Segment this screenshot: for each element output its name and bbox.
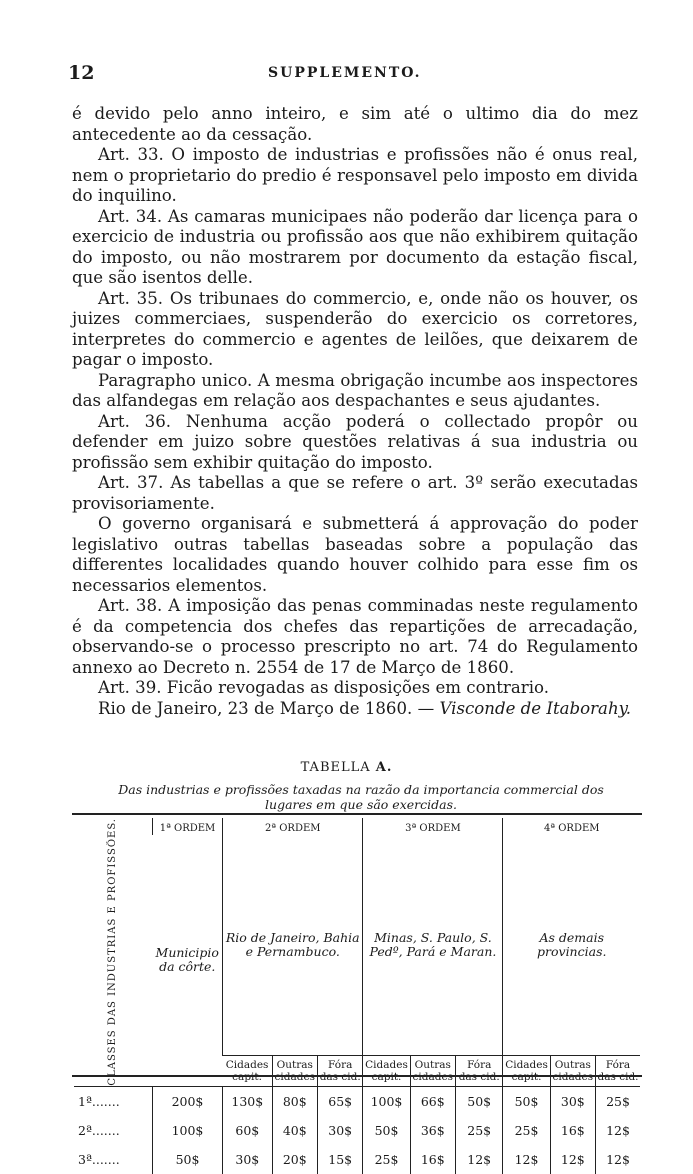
page-header: [68, 62, 645, 84]
value-cell: 12$: [455, 1145, 502, 1174]
value-cell: 25$: [503, 1116, 550, 1145]
location-order-1: Municipio da côrte.: [155, 945, 219, 975]
subhead: Fóra das cid.: [318, 1055, 363, 1086]
article-text: [72, 104, 638, 719]
paragraph-art-38: Art. 38. A imposição das penas comminadas neste regulamento é da competencia dos chefes das repartições de arrecadação, observando-se o processo prescripto no art. 74 do Regulamento annexo ao Decreto n. 2554 de 17 de Março de 1860.: [72, 596, 638, 677]
subhead: Outras cidades: [410, 1055, 455, 1086]
tax-table: [74, 818, 640, 1174]
value-cell: 40$: [272, 1116, 317, 1145]
value-cell: 30$: [318, 1116, 363, 1145]
value-cell: 50$: [363, 1116, 410, 1145]
value-cell: 36$: [410, 1116, 455, 1145]
paragraph-governo: O governo organisará e submetterá á approvação do poder legislativo outras tabellas baseadas sobre a população das differentes localidades quando houver colhido para esse fim os necessarios elementos.: [72, 514, 638, 595]
order-2: 2ª ORDEM: [223, 818, 363, 835]
paragraph-art-37: Art. 37. As tabellas a que se refere o art. 3º serão executadas provisoriamente.: [72, 473, 638, 513]
class-label: 2ª.......: [78, 1122, 120, 1138]
value-cell: 130$: [223, 1086, 273, 1116]
subhead: Outras cidades: [272, 1055, 317, 1086]
value-cell: 25$: [455, 1116, 502, 1145]
subhead: Outras cidades: [550, 1055, 595, 1086]
signatory: Visconde de Itaborahy.: [439, 698, 632, 718]
page-number: 12: [68, 62, 95, 84]
value-cell: 200$: [152, 1086, 222, 1116]
row-header-cell: [74, 818, 152, 1086]
value-cell: 66$: [410, 1086, 455, 1116]
order-4: 4ª ORDEM: [503, 818, 640, 835]
table-row: [74, 1086, 640, 1116]
value-cell: 16$: [550, 1116, 595, 1145]
value-cell: 50$: [455, 1086, 502, 1116]
order-1: 1ª ORDEM: [152, 818, 222, 835]
value-cell: 100$: [152, 1116, 222, 1145]
subhead: Cidades capit.: [225, 1058, 269, 1083]
location-order-4: As demais provincias.: [503, 835, 640, 1055]
signature-line: [72, 699, 638, 720]
table-bottom-rule: [72, 1075, 642, 1077]
paragraph-art-34: Art. 34. As camaras municipaes não poderão dar licença para o exercicio de industria ou profissão aos que não exhibirem quitação do imposto, ou não mostrarem por documento da estação fiscal, que são isentos delle.: [72, 206, 638, 287]
value-cell: 25$: [363, 1145, 410, 1174]
table-top-rule: [72, 813, 642, 815]
date-place: Rio de Janeiro, 23 de Março de 1860. —: [98, 698, 440, 718]
value-cell: 50$: [503, 1086, 550, 1116]
subhead: Fóra das cid.: [596, 1055, 640, 1086]
value-cell: 20$: [272, 1145, 317, 1174]
order-3: 3ª ORDEM: [363, 818, 503, 835]
location-order-2: Rio de Janeiro, Bahia e Pernambuco.: [223, 835, 363, 1055]
class-label: 1ª.......: [74, 1086, 152, 1116]
paragraph-art-36: Art. 36. Nenhuma acção poderá o collectado propôr ou defender em juizo sobre questões relativas á sua industria ou profissão sem exhibir quitação do imposto.: [72, 411, 638, 472]
value-cell: 12$: [503, 1145, 550, 1174]
table-row: [74, 1116, 640, 1145]
value-cell: 15$: [318, 1145, 363, 1174]
subhead: Cidades capit.: [363, 1055, 410, 1086]
value-cell: 16$: [410, 1145, 455, 1174]
paragraph-art-35: Art. 35. Os tribunaes do commercio, e, onde não os houver, os juizes commerciaes, suspenderão do exercicio os corretores, interpretes do commercio e agentes de leilões, que deixarem de pagar o imposto.: [72, 288, 638, 369]
value-cell: 25$: [596, 1086, 640, 1116]
subhead: Fóra das cid.: [455, 1055, 502, 1086]
value-cell: 100$: [363, 1086, 410, 1116]
value-cell: 60$: [223, 1116, 273, 1145]
paragraph-art-33: Art. 33. O imposto de industrias e profissões não é onus real, nem o proprietario do predio é responsavel pelo imposto em divida do inquilino.: [72, 145, 638, 205]
paragraph-unique: Paragrapho unico. A mesma obrigação incumbe aos inspectores das alfandegas em relação aos despachantes e seus ajudantes.: [72, 370, 638, 410]
subhead: Cidades capit.: [503, 1055, 550, 1086]
location-order-3: Minas, S. Paulo, S. Pedº, Pará e Maran.: [363, 835, 503, 1055]
class-label: 3ª.......: [78, 1151, 120, 1167]
table-subtitle: Das industrias e profissões taxadas na razão da importancia commercial dos lugares em que são exercidas.: [118, 782, 604, 812]
paragraph-art-39: Art. 39. Ficão revogadas as disposições em contrario.: [98, 678, 549, 697]
value-cell: 12$: [596, 1116, 640, 1145]
value-cell: 12$: [596, 1145, 640, 1174]
value-cell: 30$: [223, 1145, 273, 1174]
value-cell: 80$: [272, 1086, 317, 1116]
table-row: [74, 1145, 640, 1174]
running-title: SUPPLEMENTO.: [268, 65, 422, 81]
table-letter: A.: [375, 760, 393, 775]
value-cell: 12$: [550, 1145, 595, 1174]
value-cell: 65$: [318, 1086, 363, 1116]
table-title: TABELLA A.: [300, 760, 393, 775]
paragraph: é devido pelo anno inteiro, e sim até o ultimo dia do mez antecedente ao da cessação.: [72, 104, 638, 144]
row-header: CLASSES DAS INDUSTRIAS E PROFISSÕES.: [107, 818, 119, 1086]
value-cell: 50$: [152, 1145, 222, 1174]
value-cell: 30$: [550, 1086, 595, 1116]
